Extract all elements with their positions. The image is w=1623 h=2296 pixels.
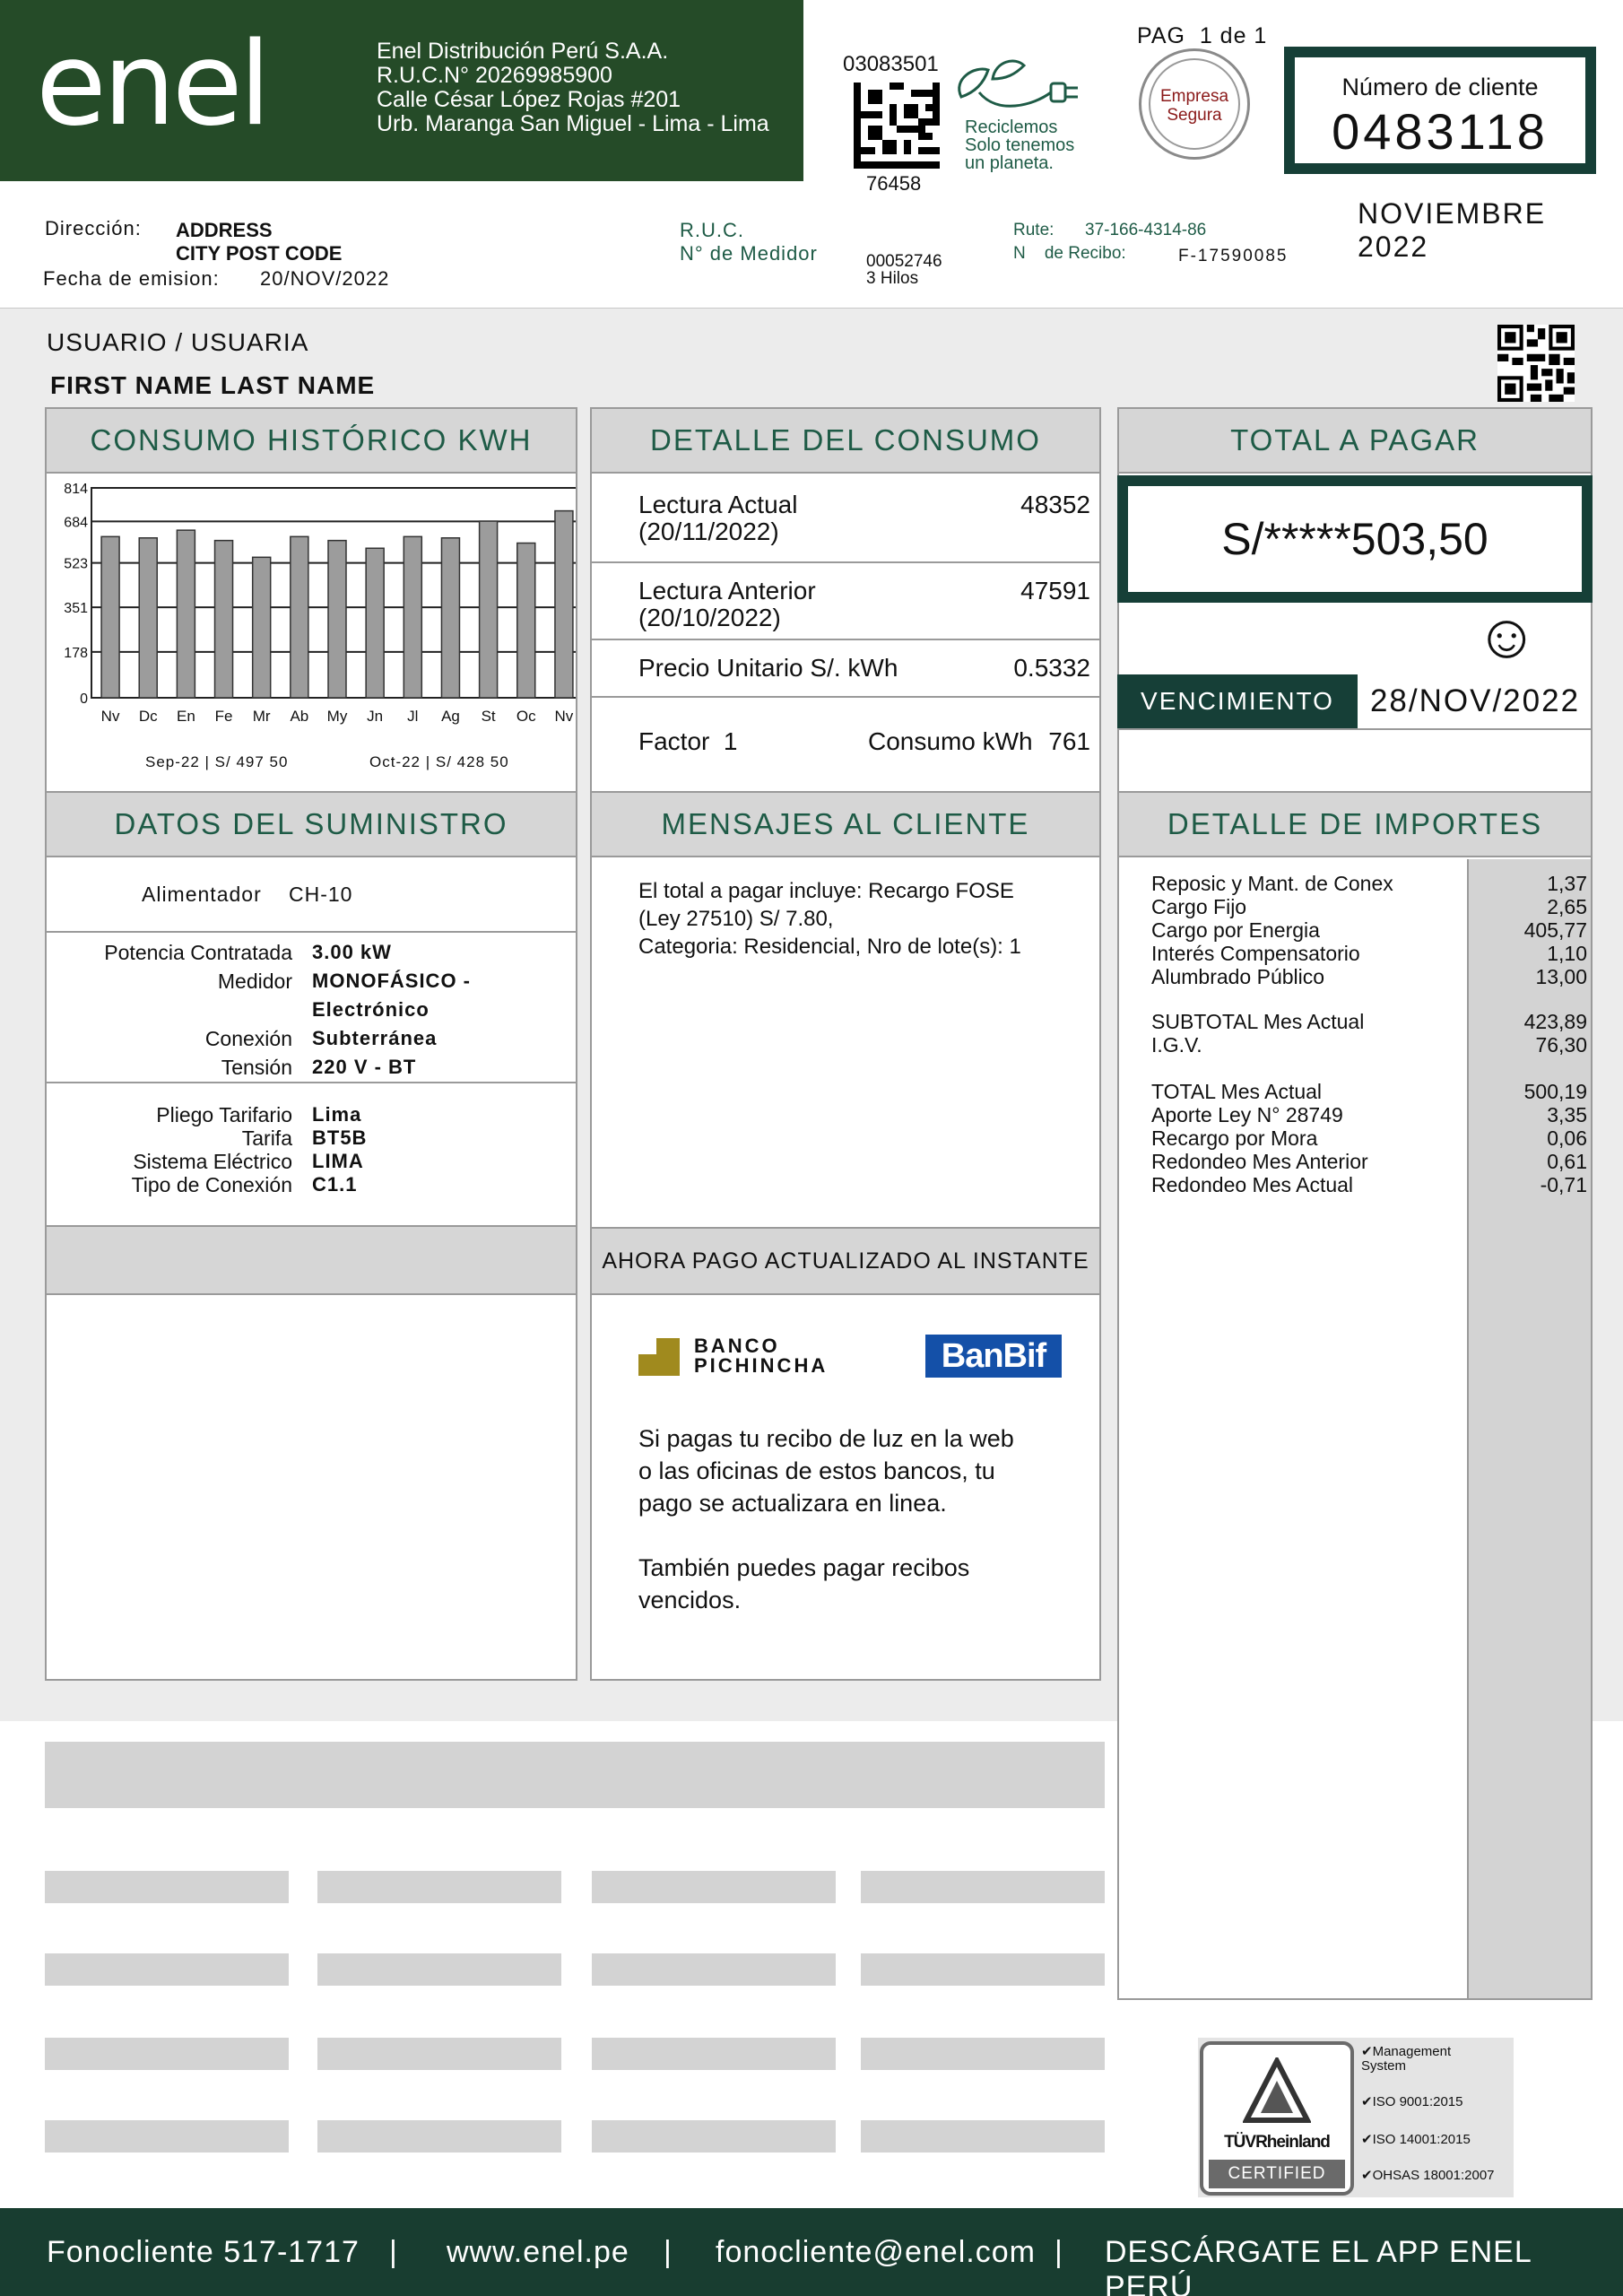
medidor-label: N° de Medidor [680,242,818,265]
conexion-label: Conexión [204,1027,292,1050]
tuv-badge [1200,2041,1354,2196]
importes-values-group1 [1471,872,1587,988]
tension-label: Tensión [221,1056,292,1079]
footer-separator: | [1055,2235,1063,2269]
pichincha-logo-icon [638,1338,680,1376]
redacted-field [45,1871,289,1903]
rute-value: 37-166-4314-86 [1085,221,1207,239]
page-indicator: PAG 1 de 1 [1137,23,1268,48]
recibo-label: N de Recibo: [1013,244,1126,263]
redacted-field [861,1953,1105,1986]
total-amount: S/*****503,50 [1221,514,1488,564]
pliego-label: Pliego Tarifario [156,1103,292,1126]
footer-phone[interactable]: Fonocliente 517-1717 [47,2235,360,2269]
chart-x-tick-label: Jl [407,708,419,725]
importe-label: I.G.V. [1151,1033,1202,1057]
lectura-anterior-label: Lectura Anterior [638,577,816,604]
potencia-label: Potencia Contratada [104,941,292,964]
divider [47,931,576,933]
lectura-anterior-date: (20/10/2022) [638,604,781,631]
chart-y-tick-label: 814 [64,482,88,497]
vencimiento-label: VENCIMIENTO [1117,674,1358,728]
sistema-value: LIMA [312,1150,364,1172]
barcode-top-number: 03083501 [843,52,939,76]
chart-bar [366,548,384,698]
chart-bar [139,538,157,698]
conexion-value: Subterránea [312,1027,438,1049]
vencimiento-value: 28/NOV/2022 [1369,683,1581,718]
cert-item-iso14001: ✔ISO 14001:2015 [1361,2132,1471,2147]
alimentador-value: CH-10 [289,883,353,906]
lectura-actual-label: Lectura Actual [638,491,798,518]
chart-x-tick-label: Dc [138,708,158,725]
chart-y-tick-label: 523 [64,556,88,572]
precio-unitario-label: Precio Unitario S/. kWh [638,654,898,682]
bank1-line-1: BANCO [694,1335,780,1357]
empresa-segura-seal [1139,48,1250,160]
chart-x-tick-label: Jn [367,708,384,725]
sistema-label: Sistema Eléctrico [133,1150,292,1173]
fecha-emision-label: Fecha de emision: [43,267,220,290]
redacted-bar [45,1742,1105,1808]
para2-line-2: vencidos. [638,1587,742,1613]
total-amount-box [1117,475,1593,603]
chart-bar [253,557,271,698]
importe-value: 423,89 [1523,1010,1587,1033]
chart-note-oct: Oct-22 | S/ 428 50 [369,753,509,770]
usuario-name: FIRST NAME LAST NAME [50,371,376,399]
tarifa-label: Tarifa [241,1126,292,1150]
importes-panel [1117,791,1593,2000]
chart-x-tick-label: En [176,708,195,725]
smiley-icon: ☺ [1474,601,1539,671]
divider [1119,728,1591,730]
chart-x-tick-label: Ag [441,708,460,725]
plug-leaf-icon [943,52,1096,124]
chart-y-tick-label: 0 [80,691,88,707]
bank1-line-2: PICHINCHA [694,1354,829,1377]
mensajes-line-2: (Ley 27510) S/ 7.80, [638,907,834,931]
cert-item-management: ✔Management System [1361,2044,1452,2074]
banbif-logo: BanBif [925,1335,1062,1378]
mensajes-line-3: Categoria: Residencial, Nro de lote(s): 1 [638,935,1021,959]
chart-bar [480,521,498,698]
chart-x-tick-label: Oc [516,708,536,725]
redacted-field [45,2038,289,2070]
mensajes-panel [590,791,1101,1681]
redacted-field [861,2120,1105,2152]
hilos-value: 3 Hilos [866,269,919,288]
chart-x-tick-label: Ab [290,708,309,725]
cert-item-text: Management System [1361,2044,1452,2074]
medidor-type-label: Medidor [217,970,292,993]
chart-x-tick-label: St [481,708,496,725]
usuario-label: USUARIO / USUARIA [47,328,309,356]
tarifa-value: BT5B [312,1126,368,1149]
importes-title: DETALLE DE IMPORTES [1119,793,1591,857]
cert-item-text: OHSAS 18001:2007 [1372,2168,1495,2183]
para2-line-1: También puedes pagar recibos [638,1554,970,1581]
recycle-line-1: Reciclemos [965,117,1058,137]
company-street: Calle César López Rojas #201 [377,87,681,112]
importe-value: 1,37 [1547,872,1587,895]
redacted-field [45,1953,289,1986]
importe-label: Redondeo Mes Actual [1151,1173,1354,1196]
medidor-type-value: MONOFÁSICO - [312,970,471,992]
importes-values-group3 [1471,1080,1587,1196]
lectura-actual-date: (20/11/2022) [638,517,779,545]
pago-paragraph-2 [638,1552,969,1616]
recibo-value: F-17590085 [1178,247,1289,265]
redacted-field [861,2038,1105,2070]
barcode-bottom-number: 76458 [866,172,922,195]
mensajes-line-1: El total a pagar incluye: Recargo FOSE [638,879,1014,903]
redacted-field [592,2120,836,2152]
billing-period: NOVIEMBRE 2022 [1358,197,1547,263]
rute-label: Rute: [1013,221,1055,239]
importe-label: Cargo Fijo [1151,895,1247,918]
medidor-value: 00052746 [866,252,942,271]
direccion-label: Dirección: [45,217,142,239]
para1-line-2: o las oficinas de estos bancos, tu [638,1457,995,1484]
client-number-box [1284,47,1596,174]
suministro-panel [45,791,577,1681]
redacted-field [317,1871,561,1903]
chart-y-tick-label: 351 [64,601,88,617]
seal-line-2: Segura [1167,106,1222,125]
client-number: 0483118 [1332,103,1549,160]
importe-label: Interés Compensatorio [1151,942,1360,965]
tuv-brand: TÜVRheinland [1224,2133,1330,2152]
chart-x-tick-label: Nv [554,708,574,725]
banco-pichincha-logo [694,1336,828,1376]
alimentador-label: Alimentador [142,883,262,906]
importe-label: Recargo por Mora [1151,1126,1318,1150]
pago-instante-title: AHORA PAGO ACTUALIZADO AL INSTANTE [592,1227,1099,1295]
detalle-consumo-title: DETALLE DEL CONSUMO [592,409,1099,474]
chart-x-tick-label: Nv [100,708,120,725]
importes-labels-group2 [1151,1010,1456,1057]
footer-app-link[interactable]: DESCÁRGATE EL APP ENEL PERÚ [1105,2235,1532,2296]
importe-label: Reposic y Mant. de Conex [1151,872,1393,895]
para1-line-3: pago se actualizara en linea. [638,1490,947,1517]
redacted-field [592,1953,836,1986]
factor-label: Factor 1 [638,727,738,755]
mensajes-text [638,877,1021,961]
importe-label: Redondeo Mes Anterior [1151,1150,1368,1173]
importe-value: 0,61 [1547,1150,1587,1173]
importe-label: Cargo por Energia [1151,918,1320,942]
tipo-conexion-value: C1.1 [312,1173,358,1196]
chart-x-tick-label: Mr [252,708,271,725]
seal-line-1: Empresa [1159,87,1229,106]
consumo-chart [47,475,576,726]
datamatrix-code [854,83,940,169]
consumo-historico-panel [45,407,577,793]
total-pagar-panel [1117,407,1593,793]
footer-separator: | [664,2235,673,2269]
cert-item-ohsas: ✔OHSAS 18001:2007 [1361,2168,1495,2183]
chart-bar [404,536,421,698]
importe-label: SUBTOTAL Mes Actual [1151,1010,1365,1033]
footer-email-link[interactable]: fonocliente@enel.com [716,2235,1036,2269]
recycle-line-2: Solo tenemos [965,135,1075,155]
address-line-2: CITY POST CODE [176,242,343,265]
tuv-triangle-icon [1243,2057,1311,2126]
company-ruc: R.U.C.N° 20269985900 [377,63,612,88]
redacted-field [317,2038,561,2070]
redacted-field [592,2038,836,2070]
footer-website-link[interactable]: www.enel.pe [447,2235,629,2269]
importe-value: 76,30 [1535,1033,1587,1057]
importes-labels-group3 [1151,1080,1456,1196]
chart-y-tick-label: 178 [64,645,88,661]
blank-grey-band [47,1227,576,1295]
mensajes-title: MENSAJES AL CLIENTE [592,793,1099,857]
importes-labels-group1 [1151,872,1456,988]
company-info [377,39,769,136]
chart-bar [215,541,233,698]
redacted-field [45,2120,289,2152]
chart-bar [517,544,535,698]
address-line-1: ADDRESS [176,219,273,241]
redacted-field [317,1953,561,1986]
chart-y-tick-label: 684 [64,515,88,531]
pliego-value: Lima [312,1103,362,1126]
suministro-title: DATOS DEL SUMINISTRO [47,793,576,857]
tension-value: 220 V - BT [312,1056,417,1078]
chart-bar [555,511,573,698]
importe-label: Aporte Ley N° 28749 [1151,1103,1343,1126]
client-number-label: Número de cliente [1341,74,1539,100]
consumo-kwh-label: Consumo kWh [868,727,1033,755]
divider [592,639,1099,640]
chart-x-tick-label: Fe [214,708,233,725]
potencia-value: 3.00 kW [312,941,392,963]
redacted-field [592,1871,836,1903]
recycle-line-3: un planeta. [965,153,1054,173]
importe-value: -0,71 [1540,1173,1587,1196]
cert-item-iso9001: ✔ISO 9001:2015 [1361,2094,1463,2109]
chart-bar [177,530,195,698]
detalle-consumo-panel [590,407,1101,793]
tipo-conexion-label: Tipo de Conexión [131,1173,292,1196]
lectura-anterior-value: 47591 [1020,577,1090,604]
importes-values-group2 [1471,1010,1587,1057]
redacted-field [861,1871,1105,1903]
fecha-emision-value: 20/NOV/2022 [260,267,390,290]
total-pagar-title: TOTAL A PAGAR [1119,409,1591,474]
divider [47,1082,576,1083]
importe-label: Alumbrado Público [1151,965,1325,988]
importe-value: 2,65 [1547,895,1587,918]
cert-item-text: ISO 9001:2015 [1372,2094,1463,2109]
divider [592,561,1099,563]
importe-label: TOTAL Mes Actual [1151,1080,1323,1103]
importe-value: 3,35 [1547,1103,1587,1126]
chart-bar [328,541,346,698]
medidor-type-value-2: Electrónico [312,998,430,1021]
importe-value: 0,06 [1547,1126,1587,1150]
chart-bar [441,538,459,698]
divider [592,696,1099,698]
consumo-historico-title: CONSUMO HISTÓRICO KWH [47,409,576,474]
chart-note-sep: Sep-22 | S/ 497 50 [145,753,289,770]
importe-value: 13,00 [1535,965,1587,988]
para1-line-1: Si pagas tu recibo de luz en la web [638,1425,1014,1452]
enel-logo: enel [36,18,268,152]
footer-bar [0,2208,1623,2296]
chart-x-tick-label: My [326,708,348,725]
chart-bar [291,536,308,698]
lectura-actual-value: 48352 [1020,491,1090,518]
qr-code [1497,325,1575,402]
importe-value: 405,77 [1523,918,1587,942]
company-district: Urb. Maranga San Miguel - Lima - Lima [377,111,769,136]
company-name: Enel Distribución Perú S.A.A. [377,39,669,64]
chart-bar [101,536,119,698]
recycle-message [965,118,1074,172]
footer-separator: | [389,2235,398,2269]
ruc-label: R.U.C. [680,219,744,241]
importe-value: 500,19 [1523,1080,1587,1103]
precio-unitario-value: 0.5332 [1013,654,1090,682]
importe-value: 1,10 [1547,942,1587,965]
redacted-field [317,2120,561,2152]
consumo-kwh-value: 761 [1048,727,1090,755]
certification-block [1198,2038,1514,2197]
pago-paragraph-1 [638,1422,1014,1519]
tuv-certified: CERTIFIED [1209,2160,1345,2188]
cert-item-text: ISO 14001:2015 [1372,2132,1471,2147]
